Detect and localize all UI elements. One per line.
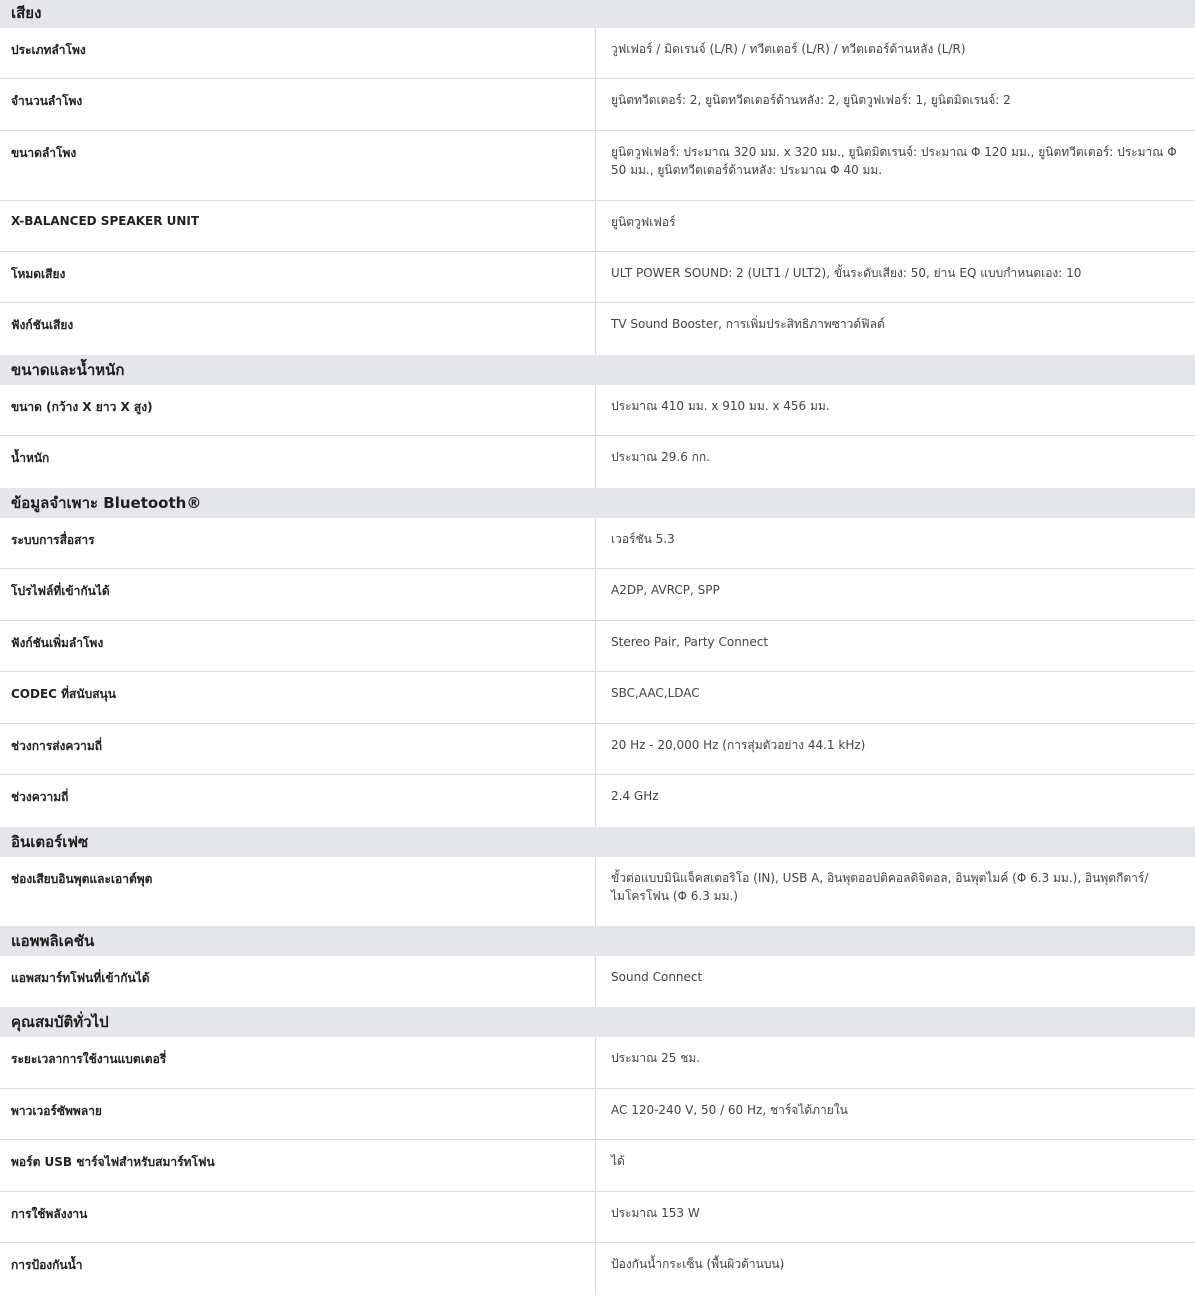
spec-label: ช่องเสียบอินพุตและเอาต์พุต (0, 857, 596, 926)
spec-label: ช่วงการส่งความถี่ (0, 724, 596, 774)
spec-value: ประมาณ 29.6 กก. (611, 450, 710, 464)
spec-row-io-ports (0, 857, 1195, 926)
spec-label: ขนาดลำโพง (0, 131, 596, 200)
spec-row-profiles (0, 569, 1195, 621)
spec-label: การใช้พลังงาน (0, 1192, 596, 1242)
spec-label: ประเภทลำโพง (0, 28, 596, 78)
section-header-interface: อินเตอร์เฟซ (0, 827, 1195, 857)
spec-value: 2.4 GHz (611, 789, 659, 803)
spec-row-x-balanced (0, 201, 1195, 252)
section-header-bluetooth: ข้อมูลจำเพาะ Bluetooth® (0, 488, 1195, 518)
spec-value: ป้องกันน้ำกระเซ็น (พื้นผิวด้านบน) (611, 1257, 785, 1271)
spec-label: CODEC ที่สนับสนุน (0, 672, 596, 723)
spec-label: โหมดเสียง (0, 252, 596, 302)
spec-label: X-BALANCED SPEAKER UNIT (0, 201, 596, 251)
spec-row-dimensions (0, 385, 1195, 436)
spec-value: ประมาณ 410 มม. x 910 มม. x 456 มม. (611, 399, 830, 413)
section-header-dimensions: ขนาดและน้ำหนัก (0, 355, 1195, 385)
spec-value: ประมาณ 153 W (611, 1206, 700, 1220)
spec-value: ขั้วต่อแบบมินิแจ็คสเตอริโอ (IN), USB A, อินพุตออปติคอลดิจิตอล, อินพุตไมค์ (Φ 6.3 มม.), อินพุตกีตาร์/ไมโครโฟน (Φ 6.3 มม.) (611, 871, 1149, 903)
spec-label: ฟังก์ชันเสียง (0, 303, 596, 355)
spec-row-sound-function (0, 303, 1195, 355)
spec-row-codec (0, 672, 1195, 724)
spec-row-speaker-size (0, 131, 1195, 201)
spec-row-speaker-type (0, 28, 1195, 79)
spec-row-multi-speaker (0, 621, 1195, 672)
spec-value: TV Sound Booster, การเพิ่มประสิทธิภาพซาวด์ฟิลด์ (611, 317, 885, 331)
spec-row-power-consumption (0, 1192, 1195, 1243)
spec-value: วูฟเฟอร์ / มิดเรนจ์ (L/R) / ทวีตเตอร์ (L/R) / ทวีตเตอร์ด้านหลัง (L/R) (611, 42, 966, 56)
spec-label: น้ำหนัก (0, 436, 596, 488)
spec-value: AC 120-240 V, 50 / 60 Hz, ชาร์จได้ภายใน (611, 1103, 848, 1117)
spec-row-frequency-band (0, 775, 1195, 827)
spec-value: A2DP, AVRCP, SPP (611, 583, 720, 597)
spec-value: ประมาณ 25 ชม. (611, 1051, 701, 1065)
section-header-general: คุณสมบัติทั่วไป (0, 1007, 1195, 1037)
section-header-sound: เสียง (0, 0, 1195, 28)
spec-value: ยูนิตวูฟเฟอร์: ประมาณ 320 มม. x 320 มม., ยูนิตมิดเรนจ์: ประมาณ Φ 120 มม., ยูนิตทวีตเตอร์: ประมาณ Φ 50 มม., ยูนิตทวีตเตอร์ด้านหลัง: ประมาณ Φ 40 มม. (611, 145, 1177, 177)
spec-label: ระบบการสื่อสาร (0, 518, 596, 568)
spec-value: ULT POWER SOUND: 2 (ULT1 / ULT2), ขั้นระดับเสียง: 50, ย่าน EQ แบบกำหนดเอง: 10 (611, 266, 1082, 280)
spec-value: 20 Hz - 20,000 Hz (การสุ่มตัวอย่าง 44.1 kHz) (611, 738, 866, 752)
spec-value: ยูนิตทวีตเตอร์: 2, ยูนิตทวีตเตอร์ด้านหลัง: 2, ยูนิตวูฟเฟอร์: 1, ยูนิตมิดเรนจ์: 2 (611, 93, 1011, 107)
spec-row-speaker-count (0, 79, 1195, 131)
spec-row-usb-charging (0, 1140, 1195, 1192)
spec-value: ได้ (611, 1154, 625, 1168)
spec-label: ขนาด (กว้าง X ยาว X สูง) (0, 385, 596, 435)
spec-label: พาวเวอร์ซัพพลาย (0, 1089, 596, 1139)
spec-value: ยูนิตวูฟเฟอร์ (611, 215, 676, 229)
spec-row-sound-mode (0, 252, 1195, 303)
spec-row-smartphone-app (0, 956, 1195, 1007)
spec-label: ระยะเวลาการใช้งานแบตเตอรี่ (0, 1037, 596, 1088)
spec-row-transmission-range (0, 724, 1195, 775)
spec-label: การป้องกันน้ำ (0, 1243, 596, 1294)
spec-label: ฟังก์ชันเพิ่มลำโพง (0, 621, 596, 671)
spec-label: แอพสมาร์ทโฟนที่เข้ากันได้ (0, 956, 596, 1007)
spec-value: SBC,AAC,LDAC (611, 686, 700, 700)
spec-label: โปรไฟล์ที่เข้ากันได้ (0, 569, 596, 620)
spec-label: จำนวนลำโพง (0, 79, 596, 130)
spec-value: เวอร์ชัน 5.3 (611, 532, 675, 546)
spec-row-battery-life (0, 1037, 1195, 1089)
section-header-application: แอพพลิเคชัน (0, 926, 1195, 956)
spec-value: Stereo Pair, Party Connect (611, 635, 769, 649)
spec-value: Sound Connect (611, 970, 703, 984)
spec-row-communication (0, 518, 1195, 569)
spec-row-power-supply (0, 1089, 1195, 1140)
spec-row-water-resistance (0, 1243, 1195, 1294)
spec-label: ช่วงความถี่ (0, 775, 596, 827)
spec-row-weight (0, 436, 1195, 488)
spec-label: พอร์ต USB ชาร์จไฟสำหรับสมาร์ทโฟน (0, 1140, 596, 1191)
